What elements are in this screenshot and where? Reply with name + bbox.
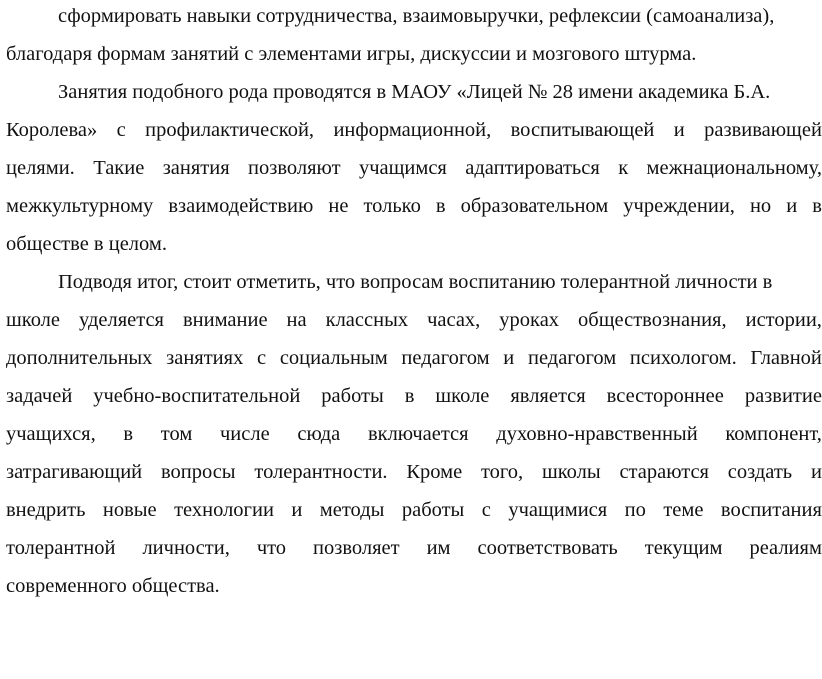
word: дополнительных [6, 347, 153, 369]
word: часах, [427, 309, 481, 331]
word: школы [541, 461, 601, 483]
word: толерантной [6, 537, 116, 559]
word: школе [435, 385, 490, 407]
word: классных [325, 309, 409, 331]
word: Королева» [6, 119, 98, 141]
word: уроках [499, 309, 560, 331]
word: в [435, 195, 446, 217]
word: с [481, 499, 491, 521]
word: методы [319, 499, 385, 521]
word: затрагивающий [6, 461, 143, 483]
paragraph-2-line-2 [6, 116, 822, 144]
paragraph-3-line-1: Подводя итог, стоит отметить, что вопросам воспитанию толерантной личности в [58, 271, 773, 293]
word: стараются [619, 461, 709, 483]
word: им [426, 537, 451, 559]
word: позволяют [248, 157, 341, 179]
paragraph-2-line-3 [6, 154, 822, 182]
word: развитие [744, 385, 822, 407]
word: работы [401, 499, 465, 521]
word: включается [367, 423, 469, 445]
word: числе [219, 423, 270, 445]
word: учащихся, [6, 423, 96, 445]
word: учреждении, [623, 195, 735, 217]
word: личности, [142, 537, 230, 559]
word: с [257, 347, 267, 369]
word: с [116, 119, 126, 141]
word: целями. [6, 157, 75, 179]
paragraph-1-line-2: благодаря формам занятий с элементами игры, дискуссии и мозгового штурма. [6, 43, 697, 65]
paragraph-2-line-5: обществе в целом. [6, 233, 167, 255]
paragraph-3-line-3 [6, 344, 822, 372]
word: информационной, [333, 119, 492, 141]
paragraph-3-line-7 [6, 496, 822, 524]
word: теме [663, 499, 704, 521]
word: задачей [6, 385, 73, 407]
paragraph-3-line-6 [6, 458, 822, 486]
paragraph-3-line-9: современного общества. [6, 575, 220, 597]
word: в [404, 385, 415, 407]
word: обществознания, [578, 309, 727, 331]
word: на [286, 309, 307, 331]
word: социальным [279, 347, 388, 369]
word: что [256, 537, 287, 559]
word: толерантности. [254, 461, 388, 483]
word: вопросы [160, 461, 236, 483]
word: по [624, 499, 646, 521]
word: и [786, 195, 798, 217]
word: педагогом [527, 347, 617, 369]
word: учебно-воспитательной [93, 385, 301, 407]
word: образовательном [460, 195, 609, 217]
word: школе [6, 309, 61, 331]
word: психологом. [629, 347, 737, 369]
word: внимание [182, 309, 268, 331]
word: Такие [93, 157, 145, 179]
word: создать [727, 461, 793, 483]
word: адаптироваться [465, 157, 600, 179]
word: технологии [174, 499, 274, 521]
word: реалиям [749, 537, 822, 559]
word: позволяет [313, 537, 400, 559]
word: Главной [750, 347, 822, 369]
word: уделяется [79, 309, 164, 331]
word: только [363, 195, 421, 217]
word: в [812, 195, 822, 217]
word: истории, [745, 309, 822, 331]
word: новые [102, 499, 157, 521]
paragraph-1-line-1: сформировать навыки сотрудничества, взаимовыручки, рефлексии (самоанализа), [58, 5, 775, 27]
paragraph-2-line-1: Занятия подобного рода проводятся в МАОУ «Лицей № 28 имени академика Б.А. [58, 81, 771, 103]
word: и [810, 461, 822, 483]
word: межнациональному, [646, 157, 822, 179]
word: воспитывающей [510, 119, 655, 141]
word: сюда [297, 423, 341, 445]
word: соответствовать [477, 537, 618, 559]
word: и [503, 347, 515, 369]
word: межкультурному [6, 195, 154, 217]
word: компонент, [725, 423, 822, 445]
word: развивающей [704, 119, 822, 141]
word: того, [480, 461, 524, 483]
paragraph-3-line-2 [6, 306, 822, 334]
word: но [749, 195, 772, 217]
word: учащимся [358, 157, 447, 179]
word: профилактической, [145, 119, 315, 141]
word: учащимися [508, 499, 608, 521]
word: Кроме [406, 461, 463, 483]
word: и [673, 119, 685, 141]
word: текущим [644, 537, 723, 559]
word: и [291, 499, 303, 521]
word: занятиях [166, 347, 244, 369]
word: занятия [162, 157, 230, 179]
word: взаимодействию [168, 195, 314, 217]
word: всестороннее [606, 385, 724, 407]
word: духовно-нравственный [496, 423, 698, 445]
word: внедрить [6, 499, 86, 521]
word: воспитания [720, 499, 822, 521]
word: в [123, 423, 134, 445]
paragraph-2-line-4 [6, 192, 822, 220]
word: не [328, 195, 349, 217]
paragraph-3-line-5 [6, 420, 822, 448]
word: педагогом [401, 347, 490, 369]
word: является [510, 385, 586, 407]
word: том [160, 423, 193, 445]
paragraph-3-line-8 [6, 534, 822, 562]
word: работы [321, 385, 384, 407]
word: к [618, 157, 629, 179]
paragraph-3-line-4 [6, 382, 822, 410]
